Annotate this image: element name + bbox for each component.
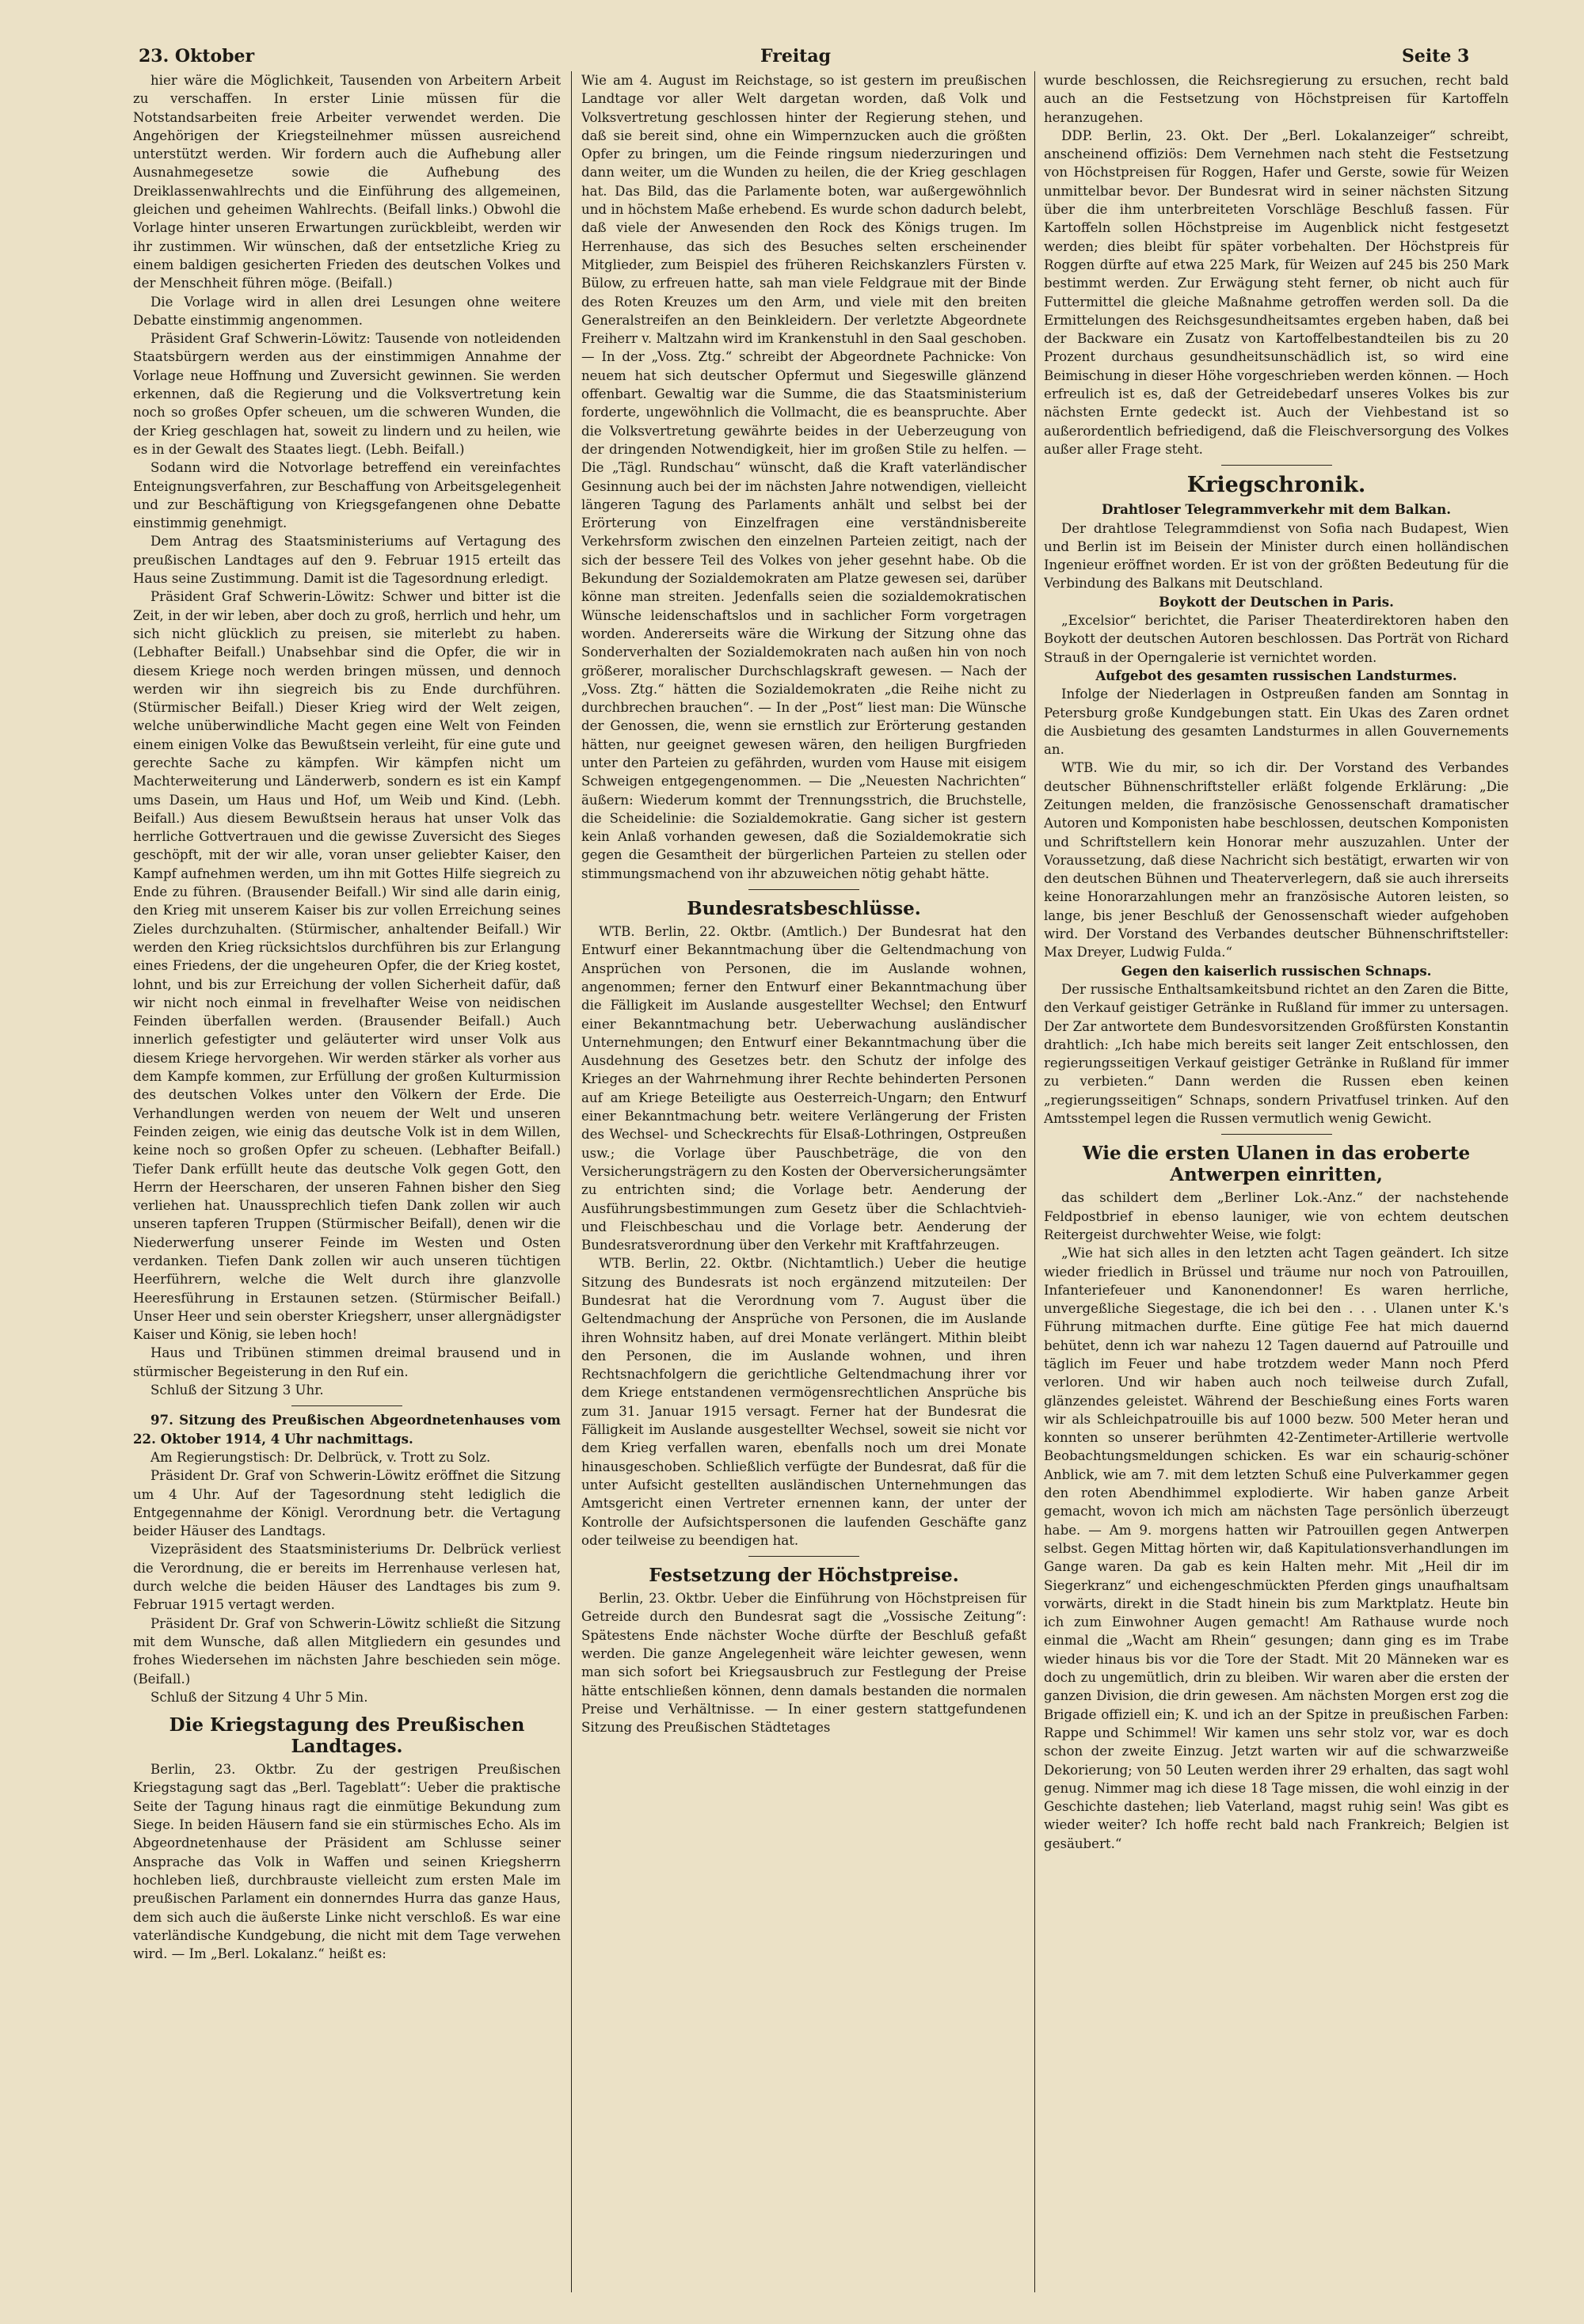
article-paragraph: Präsident Dr. Graf von Schwerin-Löwitz eröffnet die Sitzung um 4 Uhr. Auf der Tagesordnung steht lediglich die Entgegennahme der Königl. Verordnung betr. die Vertagung beider Häuser des Landtags. — [133, 1468, 561, 1539]
column-1 — [133, 71, 561, 2300]
article-paragraph: WTB. Wie du mir, so ich dir. Der Vorstand des Verbandes deutscher Bühnenschriftsteller erläßt folgende Erklärung: „Die Zeitungen melden, die französische Genossenschaft dramatischer Autoren und Komponisten habe beschlossen, deutschen Komponisten und Schriftstellern kein Honorar mehr auszuzahlen. Unter der Voraussetzung, daß diese Nachricht sich bestätigt, erwarten wir von den deutschen Bühnen und Theaterverlegern, daß sie auch ihrerseits keine Honorarzahlungen mehr an französische Autoren leisten, so lange, bis jener Beschluß der Genossenschaft wieder aufgehoben wird. Der Vorstand des Verbandes deutscher Bühnenschriftsteller: Max Dreyer, Ludwig Fulda.“ — [1044, 760, 1509, 960]
news-subheading: Boykott der Deutschen in Paris. — [1159, 593, 1394, 610]
column-2 — [581, 71, 1026, 2300]
news-subheading: Drahtloser Telegrammverkehr mit dem Balkan. — [1101, 501, 1452, 518]
article-paragraph: Schluß der Sitzung 3 Uhr. — [150, 1383, 324, 1398]
article-paragraph: „Wie hat sich alles in den letzten acht Tagen geändert. Ich sitze wieder friedlich in Brüssel und träume nur noch von Patrouillen, Infanteriefeuer und Kanonendonner! Es waren herrliche, unvergeßliche Siegestage, die ich bei den . . . Ulanen unter K.'s Führung mitmachen durfte. Eine gütige Fee hat mich dauernd behütet, denn ich war nahezu 12 Tagen dauernd auf Patrouille und täglich im Feuer und habe trotzdem weder Mann noch Pferd verloren. Und wir haben auch noch teilweise durch Zufall, glänzendes geleistet. Während der Beschießung eines Forts waren wir als Schleichpatrouille bis auf 1000 bezw. 500 Meter heran und konnten so unserer berühmten 42-Zentimeter-Artillerie wertvolle Beobachtungsmeldungen schicken. Es war ein schaurig-schöner Anblick, wie am 7. mit dem letzten Schuß eine Pulverkammer gegen den roten Abendhimmel explodierte. Wir haben ganze Arbeit gemacht, wovon ich mich am nächsten Tage persönlich überzeugt habe. — Am 9. morgens hatten wir Patrouillen gegen Antwerpen selbst. Gegen Mittag hörten wir, daß Kapitulationsverhandlungen im Gange waren. Da gab es kein Halten mehr. Mit „Heil dir im Siegerkranz“ und eichengeschmückten Pferden gings unaufhaltsam vorwärts, direkt in die Stadt hinein bis zum Marktplatz. Heute bin ich zum Einwohner Augen gemacht! Am Rathause wurde noch einmal die „Wacht am Rhein“ gesungen; dann ging es im Trabe wieder hinaus bis vor die Tore der Stadt. Mit 20 Männeken war es doch zu ungemütlich, drin zu bleiben. Wir waren aber die ersten der ganzen Division, die drin gewesen. Am nächsten Morgen erst zog die Brigade offiziell ein; K. und ich an der Spitze in preußischen Farben: Rappe und Schimmel! Wir kamen uns sehr stolz vor, war es doch schon der zweite Einzug. Jetzt warten wir auf die schwarzweiße Dekorierung; von 50 Leuten werden ihrer 29 erhalten, das sagt wohl genug. Nimmer mag ich diese 18 Tage missen, die wohl einzig in der Geschichte dastehen; lieb Vaterland, magst ruhig sein! Was gibt es wieder weiter? Ich hoffe recht bald nach Frankreich; Belgien ist gesäubert.“ — [1044, 1246, 1509, 1851]
headline-ulanen: Wie die ersten Ulanen in das eroberte Antwerpen einritten, — [1082, 1143, 1471, 1186]
article-paragraph: Haus und Tribünen stimmen dreimal brausend und in stürmischer Begeisterung in den Ruf ein. — [133, 1345, 561, 1379]
separator — [748, 1556, 859, 1557]
issue-date: 23. Oktober — [139, 46, 255, 67]
article-paragraph: Sodann wird die Notvorlage betreffend ein vereinfachtes Enteignungsverfahren, zur Beschaffung von Arbeitsgelegenheit und zur Beschäftigung von Kriegsgefangenen ohne Debatte einstimmig genehmigt. — [133, 460, 561, 531]
separator — [1221, 465, 1332, 466]
article-paragraph: Berlin, 23. Oktbr. Ueber die Einführung von Höchstpreisen für Getreide durch den Bundesrat sagt die „Vossische Zeitung“: Spätestens Ende nächster Woche dürfte der Beschluß gefaßt werden. Die ganze Angelegenheit wäre leichter gewesen, wenn man sich sofort bei Kriegsausbruch zur Festlegung der Preise hätte entschließen können, denn damals bestanden die normalen Preise und Verhältnisse. — In einer gestern stattgefundenen Sitzung des Preußischen Städtetages — [581, 1591, 1026, 1736]
headline-hoechstpreise: Festsetzung der Höchstpreise. — [649, 1565, 959, 1587]
article-paragraph: WTB. Berlin, 22. Oktbr. (Nichtamtlich.) Ueber die heutige Sitzung des Bundesrats ist noch ergänzend mitzuteilen: Der Bundesrat hat die Verordnung vom 7. August über die Geltendmachung der Ansprüche von Personen, die im Auslande ihren Wohnsitz haben, auf drei Monate verlängert. Mithin bleibt den Personen, die im Auslande wohnen, und ihren Rechtsnachfolgern die gerichtliche Geltendmachung ihrer vor dem Kriege entstandenen vermögensrechtlichen Ansprüche bis zum 31. Januar 1915 versagt. Ferner hat der Bundesrat die Fälligkeit im Auslande ausgestellter Wechsel, soweit sie nicht vor dem Krieg verfallen waren, ebenfalls noch um drei Monate hinausgeschoben. Schließlich verfügte der Bundesrat, daß für die unter Aufsicht gestellten ausländischen Unternehmungen das Amtsgericht einen Vertreter ernennen kann, der unter der Kontrolle der Aufsichtspersonen die laufenden Geschäfte ganz oder teilweise zu beendigen hat. — [581, 1256, 1026, 1548]
article-paragraph: Die Vorlage wird in allen drei Lesungen ohne weitere Debatte einstimmig angenommen. — [133, 294, 561, 328]
issue-weekday: Freitag — [760, 46, 831, 67]
article-paragraph: Der russische Enthaltsamkeitsbund richtet an den Zaren die Bitte, den Verkauf geistiger Getränke in Rußland für immer zu untersagen. Der Zar antwortete dem Bundesvorsitzenden Großfürsten Konstantin drahtlich: „Ich habe mich bereits seit langer Zeit entschlossen, den regierungsseitigen Verkauf geistiger Getränke in Rußland für immer zu verbieten.“ Dann werden die Russen eben keinen „regierungsseitigen“ Schnaps, sondern Privatfusel trinken. Auf den Amtsstempel legen die Russen vermutlich wenig Gewicht. — [1044, 981, 1509, 1127]
column-rule-2 — [1034, 71, 1035, 2292]
article-paragraph: Vizepräsident des Staatsministeriums Dr. Delbrück verliest die Verordnung, die er bereits im Herrenhause verlesen hat, durch welche die beiden Häuser des Landtages bis zum 9. Februar 1915 vertagt werden. — [133, 1542, 561, 1613]
article-paragraph: Präsident Graf Schwerin-Löwitz: Tausende von notleidenden Staatsbürgern werden aus der einstimmigen Annahme der Vorlage neue Hoffnung und Zuversicht gewinnen. Sie werden erkennen, daß die Regierung und die Volksvertretung kein noch so großes Opfer scheuen, um die schweren Wunden, die der Krieg geschlagen hat, soweit zu lindern und zu heilen, wie es in der Gewalt des Staates liegt. (Lebh. Beifall.) — [133, 331, 561, 457]
page-number: Seite 3 — [1402, 46, 1470, 67]
page-header — [0, 0, 1584, 79]
separator — [291, 1405, 402, 1406]
article-paragraph: Am Regierungstisch: Dr. Delbrück, v. Trott zu Solz. — [150, 1449, 491, 1465]
column-rule-1 — [571, 71, 572, 2292]
sitting-title: 97. Sitzung des Preußischen Abgeordnetenhauses vom 22. Oktober 1914, 4 Uhr nachmittags. — [133, 1412, 561, 1447]
headline-bundesrat: Bundesratsbeschlüsse. — [687, 898, 921, 920]
article-paragraph: wurde beschlossen, die Reichsregierung zu ersuchen, recht bald auch an die Festsetzung von Höchstpreisen für Kartoffeln heranzugehen. — [1044, 73, 1509, 125]
article-paragraph: Berlin, 23. Oktbr. Zu der gestrigen Preußischen Kriegstagung sagt das „Berl. Tageblatt“: Ueber die praktische Seite der Tagung hinaus ragt die einmütige Bekundung zum Siege. In beiden Häusern fand sie ein stürmisches Echo. Als im Abgeordnetenhause der Präsident am Schlusse seiner Ansprache das Volk in Waffen und seinen Kriegsherrn hochleben ließ, durchbrauste vielleicht zum ersten Male im preußischen Parlament ein donnerndes Hurra das ganze Haus, dem sich auch die äußerste Linke nicht verschloß. Es war eine vaterländische Kundgebung, die nicht mit dem Tage verwehen wird. — Im „Berl. Lokalanz.“ heißt es: — [133, 1762, 561, 1962]
article-paragraph: WTB. Berlin, 22. Oktbr. (Amtlich.) Der Bundesrat hat den Entwurf einer Bekanntmachung über die Geltendmachung von Ansprüchen von Personen, die im Auslande wohnen, angenommen; ferner den Entwurf einer Bekanntmachung über die Fälligkeit im Auslande ausgestellter Wechsel; den Entwurf einer Bekanntmachung betr. Ueberwachung ausländischer Unternehmungen; den Entwurf einer Bekanntmachung über die Ausdehnung des Gesetzes betr. den Schutz der infolge des Krieges an der Wahrnehmung ihrer Rechte behinderten Personen auf am Kriege Beteiligte aus Oesterreich-Ungarn; den Entwurf einer Bekanntmachung betr. weitere Verlängerung der Fristen des Wechsel- und Scheckrechts für Elsaß-Lothringen, Ostpreußen usw.; die Vorlage über Pauschbeträge, die von den Versicherungsträgern zu den Kosten der Oberversicherungsämter zu entrichten sind; die Vorlage betr. Aenderung der Ausführungsbestimmungen zum Gesetz über die Schlachtvieh- und Fleischbeschau und die Vorlage betr. Aenderung der Bundesratsverordnung über den Verkehr mit Kraftfahrzeugen. — [581, 924, 1026, 1253]
headline-kriegstagung: Die Kriegstagung des Preußischen Landtages. — [169, 1714, 525, 1758]
article-paragraph: Der drahtlose Telegrammdienst von Sofia nach Budapest, Wien und Berlin ist im Beisein der Minister durch einen holländischen Ingenieur eröffnet worden. Er ist von der größten Bedeutung für die Verbindung des Balkans mit Deutschland. — [1044, 520, 1509, 591]
section-title-kriegschronik: Kriegschronik. — [1186, 473, 1366, 498]
separator — [1221, 1134, 1332, 1135]
news-subheading: Aufgebot des gesamten russischen Landsturmes. — [1095, 667, 1457, 683]
article-paragraph: Präsident Dr. Graf von Schwerin-Löwitz schließt die Sitzung mit dem Wunsche, daß allen Mitgliedern ein gesundes und frohes Wiedersehen im nächsten Jahre beschieden sein möge. (Beifall.) — [133, 1615, 561, 1687]
news-subheading: Gegen den kaiserlich russischen Schnaps. — [1121, 962, 1432, 979]
article-paragraph: Dem Antrag des Staatsministeriums auf Vertagung des preußischen Landtages auf den 9. Februar 1915 erteilt das Haus seine Zustimmung. Damit ist die Tagesordnung erledigt. — [133, 534, 561, 587]
article-paragraph: DDP. Berlin, 23. Okt. Der „Berl. Lokalanzeiger“ schreibt, anscheinend offiziös: Dem Vernehmen nach steht die Festsetzung von Höchstpreisen für Roggen, Hafer und Gerste, sowie für Weizen unmittelbar bevor. Der Bundesrat wird in seiner nächsten Sitzung über die ihm unterbreiteten Vorschläge Beschluß fassen. Für Kartoffeln sollen Höchstpreise im Augenblick nicht festgesetzt werden; dies bleibt für später vorbehalten. Der Höchstpreis für Roggen dürfte auf etwa 225 Mark, für Weizen auf 245 bis 250 Mark bestimmt werden. Zur Erwägung steht ferner, ob nicht auch für Futtermittel die gleiche Maßnahme getroffen werden soll. Da die Ermittelungen des Reichsgesundheitsamtes ergeben haben, daß bei der Backware ein Zusatz von Kartoffelbestandteilen bis zu 20 Prozent durchaus gesundheitsunschädlich ist, so wird eine Beimischung in dieser Höhe vorgeschrieben werden können. — Hoch erfreulich ist es, daß der Getreidebedarf unseres Volkes bis zur nächsten Ernte gedeckt ist. Auch der Viehbestand ist so außerordentlich befriedigend, daß die Fleischversorgung des Volkes außer aller Frage steht. — [1044, 127, 1509, 457]
separator — [748, 889, 859, 890]
article-paragraph: Präsident Graf Schwerin-Löwitz: Schwer und bitter ist die Zeit, in der wir leben, aber doch zu groß, herrlich und hehr, um sich nicht glücklich zu preisen, sie miterlebt zu haben. (Lebhafter Beifall.) Unabsehbar sind die Opfer, die wir in diesem Kriege noch werden bringen müssen, und dennoch werden wir ihn siegreich bis zu Ende durchführen. (Stürmischer Beifall.) Dieser Krieg wird der Welt zeigen, welche unüberwindliche Macht gegen eine Welt von Feinden einem einigen Volke das Bewußtsein verleiht, für eine gute und gerechte Sache zu kämpfen. Wir kämpfen nicht um Machterweiterung und Länderwerb, sondern es ist ein Kampf ums Dasein, um Haus und Hof, um Weib und Kind. (Lebh. Beifall.) Aus diesem Bewußtsein heraus hat unser Volk das herrliche Gottvertrauen und die gewisse Zuversicht des Sieges geschöpft, mit der wir alle, voran unser geliebter Kaiser, den Kampf aufnehmen werden, um ihn mit Gottes Hilfe siegreich zu Ende zu führen. (Brausender Beifall.) Wir sind alle darin einig, den Krieg mit unserem Kaiser bis zur vollen Erreichung seines Zieles durchzuhalten. (Stürmischer, anhaltender Beifall.) Wir werden den Krieg rücksichtslos durchführen bis zur Erlangung eines Friedens, der die ungeheuren Opfer, die der Krieg kostet, lohnt, und bis zur Erreichung der vollen Sicherheit dafür, daß wir nicht noch einmal in frevelhafter Weise von neidischen Feinden überfallen werden. (Brausender Beifall.) Auch innerlich gefestigter und geläuterter wird unser Volk aus diesem Kriege hervorgehen. Wir werden stärker als vorher aus dem Kampfe kommen, zur Erfüllung der großen Kulturmission des deutschen Volkes unter den Völkern der Erde. Die Verhandlungen werden von neuem der Welt und unseren Feinden zeigen, wie einig das deutsche Volk ist in dem Willen, keine noch so großen Opfer zu scheuen. (Lebhafter Beifall.) Tiefer Dank erfüllt heute das deutsche Volk gegen Gott, den Herrn der Heerscharen, der unseren Fahnen bisher den Sieg verliehen hat. Unaussprechlich tiefen Dank zollen wir auch unseren tapferen Truppen (Stürmischer Beifall), denen wir die Niederwerfung unserer Feinde im Westen und Osten verdanken. Tiefen Dank zollen wir auch unseren tüchtigen Heerführern, welche die Welt durch ihre glanzvolle Heeresführung in Erstaunen setzen. (Stürmischer Beifall.) Unser Heer und sein oberster Kriegsherr, unser allergnädigster Kaiser und König, sie leben hoch! — [133, 589, 561, 1343]
article-paragraph: hier wäre die Möglichkeit, Tausenden von Arbeitern Arbeit zu verschaffen. In erster Linie müssen für die Notstandsarbeiten freie Arbeiter verwendet werden. Die Angehörigen der Kriegsteilnehmer müssen ausreichend unterstützt werden. Wir fordern auch die Aufhebung aller Ausnahmegesetze sowie die Aufhebung des Dreiklassenwahlrechts und die Einführung des allgemeinen, gleichen und geheimen Wahlrechts. (Beifall links.) Obwohl die Vorlage hinter unseren Erwartungen zurückbleibt, werden wir ihr zustimmen. Wir wünschen, daß der entsetzliche Krieg zu einem baldigen gesicherten Frieden des deutschen Volkes und der Menschheit führen möge. (Beifall.) — [133, 73, 561, 291]
column-3 — [1044, 71, 1509, 2300]
article-paragraph: Wie am 4. August im Reichstage, so ist gestern im preußischen Landtage vor aller Welt dargetan worden, daß Volk und Volksvertretung geschlossen hinter der Regierung stehen, und daß sie bereit sind, ohne ein Wimpernzucken auch die größten Opfer zu bringen, um die Feinde ringsum niederzuringen und dann weiter, um die Wunden zu heilen, die der Krieg geschlagen hat. Das Bild, das die Parlamente boten, war außergewöhnlich und in höchstem Maße erhebend. Es wurde schon dadurch belebt, daß viele der Anwesenden den Rock des Königs trugen. Im Herrenhause, das sich des Besuches selten erscheinender Mitglieder, zum Beispiel des früheren Reichskanzlers Fürsten v. Bülow, zu erfreuen hatte, sah man viele Feldgraue mit der Binde des Roten Kreuzes um den Arm, und viele mit den breiten Generalstreifen an den Beinkleidern. Der verletzte Abgeordnete Freiherr v. Maltzahn wird im Krankenstuhl in den Saal geschoben. — In der „Voss. Ztg.“ schreibt der Abgeordnete Pachnicke: Von neuem hat sich deutscher Opfermut und Siegeswille glänzend offenbart. Gewaltig war die Summe, die das Staatsministerium forderte, ungewöhnlich die Vollmacht, die es beanspruchte. Aber die Volksvertretung gewährte beides in der Ueberzeugung von der dringenden Notwendigkeit, hier im großen Stile zu helfen. — Die „Tägl. Rundschau“ wünscht, daß die Kraft vaterländischer Gesinnung auch bei der im nächsten Jahre notwendigen, vielleicht längeren Tagung des Parlaments anhält und selbst bei der Erörterung von Einzelfragen eine verständnisbereite Verkehrsform zwischen den einzelnen Parteien zeitigt, nach der sich der bessere Teil des Volkes von jeher gesehnt habe. Ob die Bekundung der Sozialdemokraten am Platze gewesen sei, darüber könne man streiten. Jedenfalls seien die sozialdemokratischen Wünsche leidenschaftslos und in sachlicher Form vorgetragen worden. Andererseits wäre die Wirkung der Sitzung ohne das Sonderverhalten der Sozialdemokraten nach außen hin von noch größerer, moralischer Durchschlagskraft gewesen. — Nach der „Voss. Ztg.“ hätten die Sozialdemokraten „die Reihe nicht zu durchbrechen brauchen“. — In der „Post“ liest man: Die Wünsche der Genossen, die, wenn sie ernstlich zur Erörterung gestanden hätten, nur geeignet gewesen wären, den heiligen Burgfrieden unter den Parteien zu gefährden, wurden vom Hause mit eisigem Schweigen entgegengenommen. — Die „Neuesten Nachrichten“ äußern: Wiederum kommt der Trennungsstrich, die Bruchstelle, die Scheidelinie: die Sozialdemokratie. Gang sicher ist gestern kein Anlaß vorhanden gewesen, daß die Sozialdemokratie sich gegen die Gesamtheit der bürgerlichen Parteien zu stellen oder stimmungsmachend von ihr abzuweichen nötig gehabt hätte. — [581, 73, 1026, 881]
article-paragraph: Schluß der Sitzung 4 Uhr 5 Min. — [150, 1689, 368, 1705]
article-paragraph: „Excelsior“ berichtet, die Pariser Theaterdirektoren haben den Boykott der deutschen Autoren beschlossen. Das Porträt von Richard Strauß in der Operngalerie ist vernichtet worden. — [1044, 613, 1509, 665]
article-paragraph: Infolge der Niederlagen in Ostpreußen fanden am Sonntag in Petersburg große Kundgebungen statt. Ein Ukas des Zaren ordnet die Ausbietung des gesamten Landsturmes in allen Gouvernements an. — [1044, 687, 1509, 758]
article-paragraph: das schildert dem „Berliner Lok.-Anz.“ der nachstehende Feldpostbrief in ebenso launiger, wie von echtem deutschen Reitergeist durchwehter Weise, wie folgt: — [1044, 1190, 1509, 1242]
